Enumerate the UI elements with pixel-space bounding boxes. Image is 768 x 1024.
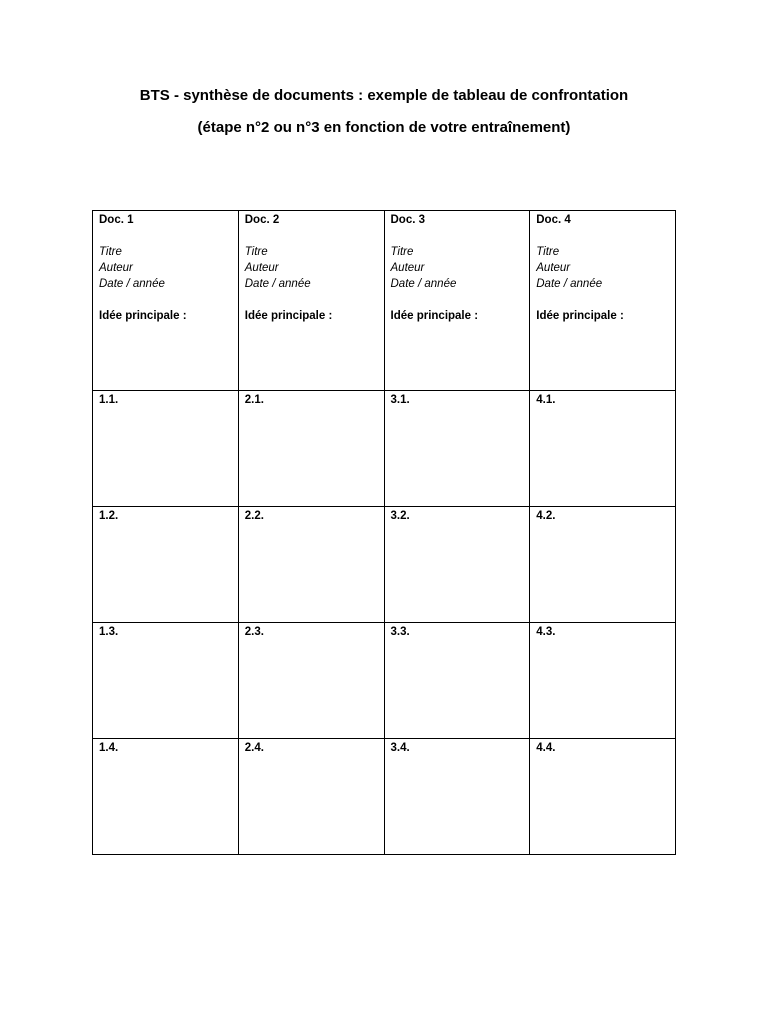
doc-date-placeholder: Date / année (536, 278, 603, 290)
point-cell (530, 623, 676, 739)
table-row (93, 623, 676, 739)
main-idea-label: Idée principale : (390, 310, 479, 322)
doc-date-placeholder: Date / année (390, 278, 457, 290)
point-label: 4.3. (536, 626, 556, 638)
point-cell (238, 739, 384, 855)
doc-author-placeholder: Auteur (244, 262, 279, 274)
point-label: 1.3. (99, 626, 119, 638)
point-cell (238, 507, 384, 623)
table-row (93, 507, 676, 623)
point-cell (93, 507, 239, 623)
main-idea-label: Idée principale : (244, 310, 333, 322)
point-cell (93, 391, 239, 507)
point-cell (530, 507, 676, 623)
doc-date-placeholder: Date / année (244, 278, 311, 290)
main-idea-label: Idée principale : (536, 310, 624, 322)
point-label: 3.3. (390, 626, 410, 638)
point-cell (384, 391, 530, 507)
point-cell (530, 391, 676, 507)
point-label: 1.4. (99, 742, 119, 754)
main-idea-label: Idée principale : (99, 310, 187, 322)
point-cell (238, 623, 384, 739)
table-header-row (93, 211, 676, 391)
point-label: 3.4. (390, 742, 410, 754)
doc-title-placeholder: Titre (244, 246, 268, 258)
point-cell (530, 739, 676, 855)
point-label: 2.2. (244, 510, 264, 522)
doc-label: Doc. 4 (536, 214, 571, 226)
point-label: 1.1. (99, 394, 119, 406)
point-cell (384, 623, 530, 739)
doc-label: Doc. 1 (99, 214, 134, 226)
point-label: 4.1. (536, 394, 556, 406)
doc-label: Doc. 2 (244, 214, 280, 226)
point-cell (384, 739, 530, 855)
doc-title-placeholder: Titre (536, 246, 560, 258)
doc-title-placeholder: Titre (390, 246, 414, 258)
point-label: 4.2. (536, 510, 556, 522)
doc-title-placeholder: Titre (99, 246, 122, 258)
page-title: BTS - synthèse de documents : exemple de tableau de confrontation (139, 87, 629, 104)
doc-4-header-cell (530, 211, 676, 391)
doc-1-header-cell (93, 211, 239, 391)
confrontation-table (92, 210, 676, 855)
doc-label: Doc. 3 (390, 214, 426, 226)
point-cell (93, 739, 239, 855)
doc-date-placeholder: Date / année (99, 278, 165, 290)
page-subtitle: (étape n°2 ou n°3 en fonction de votre entraînement) (197, 119, 571, 136)
doc-2-header-cell (238, 211, 384, 391)
point-label: 1.2. (99, 510, 119, 522)
point-cell (93, 623, 239, 739)
doc-author-placeholder: Auteur (536, 262, 571, 274)
point-label: 2.1. (244, 394, 264, 406)
doc-author-placeholder: Auteur (99, 262, 133, 274)
table-row (93, 739, 676, 855)
point-label: 3.1. (390, 394, 410, 406)
doc-author-placeholder: Auteur (390, 262, 425, 274)
doc-3-header-cell (384, 211, 530, 391)
point-cell (384, 507, 530, 623)
point-label: 2.3. (244, 626, 264, 638)
point-label: 4.4. (536, 742, 556, 754)
point-label: 3.2. (390, 510, 410, 522)
point-label: 2.4. (244, 742, 264, 754)
table-row (93, 391, 676, 507)
point-cell (238, 391, 384, 507)
